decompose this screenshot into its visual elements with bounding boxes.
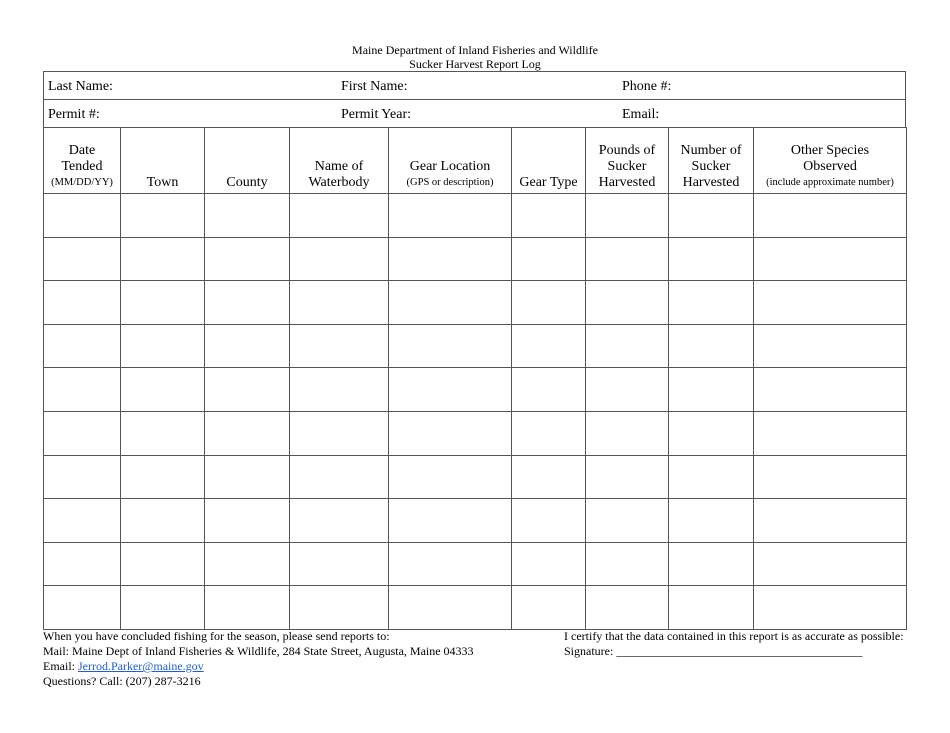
send-instructions: When you have concluded fishing for the season, please send reports to:: [43, 629, 390, 643]
entry-cell[interactable]: [290, 542, 389, 586]
entry-cell[interactable]: [754, 368, 907, 412]
entry-cell[interactable]: [389, 411, 512, 455]
entry-cell[interactable]: [586, 542, 669, 586]
entry-cell[interactable]: [389, 455, 512, 499]
column-header: [586, 128, 669, 194]
entry-cell[interactable]: [121, 281, 205, 325]
column-header: [290, 128, 389, 194]
column-header: [205, 128, 290, 194]
column-header-line: Town: [146, 175, 179, 190]
entry-cell[interactable]: [44, 237, 121, 281]
column-header-line: Name of: [314, 159, 364, 174]
table-row: [44, 368, 907, 412]
entry-cell[interactable]: [205, 194, 290, 238]
column-header: [512, 128, 586, 194]
entry-cell[interactable]: [121, 368, 205, 412]
entry-cell[interactable]: [669, 368, 754, 412]
entry-cell[interactable]: [512, 542, 586, 586]
last-name-label[interactable]: Last Name:: [48, 79, 113, 94]
entry-cell[interactable]: [754, 542, 907, 586]
column-header-line: Tended: [61, 159, 103, 174]
column-header-line: Sucker: [607, 159, 647, 174]
entry-cell[interactable]: [754, 411, 907, 455]
entry-cell[interactable]: [290, 237, 389, 281]
entry-cell[interactable]: [44, 324, 121, 368]
entry-cell[interactable]: [754, 194, 907, 238]
column-header: [121, 128, 205, 194]
entry-cell[interactable]: [669, 455, 754, 499]
entry-cell[interactable]: [389, 499, 512, 543]
entry-cell[interactable]: [586, 237, 669, 281]
entry-cell[interactable]: [512, 411, 586, 455]
entry-cell[interactable]: [290, 455, 389, 499]
entry-cell[interactable]: [754, 281, 907, 325]
column-header-note: (include approximate number): [766, 177, 894, 188]
entry-cell[interactable]: [44, 368, 121, 412]
permit-label[interactable]: Permit #:: [48, 107, 100, 122]
column-header-line: County: [226, 175, 268, 190]
entry-cell[interactable]: [512, 237, 586, 281]
table-row: [44, 455, 907, 499]
entry-cell[interactable]: [512, 586, 586, 630]
entry-cell[interactable]: [512, 499, 586, 543]
column-header-line: Sucker: [691, 159, 731, 174]
entry-cell[interactable]: [586, 586, 669, 630]
entry-cell[interactable]: [754, 237, 907, 281]
entry-cell[interactable]: [205, 281, 290, 325]
certify-statement: I certify that the data contained in this report is as accurate as possible:: [564, 629, 904, 643]
table-row: [44, 281, 907, 325]
entry-cell[interactable]: [669, 499, 754, 543]
entry-cell[interactable]: [586, 455, 669, 499]
column-header-line: Gear Location: [409, 159, 491, 174]
entry-cell[interactable]: [290, 411, 389, 455]
entry-cell[interactable]: [754, 455, 907, 499]
entry-cell[interactable]: [205, 237, 290, 281]
entry-cell[interactable]: [44, 586, 121, 630]
column-header-line: Waterbody: [308, 175, 370, 190]
entry-cell[interactable]: [205, 411, 290, 455]
entry-cell[interactable]: [290, 499, 389, 543]
applicant-info-box: [43, 71, 906, 128]
entry-cell[interactable]: [121, 237, 205, 281]
column-header-line: Number of: [680, 143, 742, 158]
entry-cell[interactable]: [44, 411, 121, 455]
entry-cell[interactable]: [290, 586, 389, 630]
column-header-line: Observed: [803, 159, 857, 174]
harvest-log-table: [43, 127, 907, 630]
entry-cell[interactable]: [121, 499, 205, 543]
column-header-line: Gear Type: [519, 175, 578, 190]
email-label[interactable]: Email:: [622, 107, 660, 122]
entry-cell[interactable]: [290, 368, 389, 412]
entry-cell[interactable]: [669, 324, 754, 368]
phone-label[interactable]: Phone #:: [622, 79, 672, 94]
entry-cell[interactable]: [44, 542, 121, 586]
column-header: [389, 128, 512, 194]
entry-cell[interactable]: [512, 194, 586, 238]
entry-cell[interactable]: [669, 411, 754, 455]
column-header-line: Other Species: [790, 143, 870, 158]
column-header-note: (GPS or description): [406, 177, 494, 188]
table-row: [44, 237, 907, 281]
entry-cell[interactable]: [512, 368, 586, 412]
entry-cell[interactable]: [512, 324, 586, 368]
entry-cell[interactable]: [121, 194, 205, 238]
entry-cell[interactable]: [121, 455, 205, 499]
entry-cell[interactable]: [205, 324, 290, 368]
permit-year-label[interactable]: Permit Year:: [341, 107, 411, 122]
entry-cell[interactable]: [586, 411, 669, 455]
entry-cell[interactable]: [205, 455, 290, 499]
email-label: Email:: [43, 659, 78, 673]
column-header: [754, 128, 907, 194]
entry-cell[interactable]: [754, 324, 907, 368]
entry-cell[interactable]: [290, 324, 389, 368]
entry-cell[interactable]: [44, 194, 121, 238]
first-name-label[interactable]: First Name:: [341, 79, 408, 94]
column-header-note: (MM/DD/YY): [51, 177, 113, 188]
questions-phone: Questions? Call: (207) 287-3216: [43, 674, 201, 688]
entry-cell[interactable]: [586, 368, 669, 412]
entry-cell[interactable]: [754, 499, 907, 543]
entry-cell[interactable]: [205, 586, 290, 630]
entry-cell[interactable]: [389, 324, 512, 368]
entry-cell[interactable]: [669, 194, 754, 238]
email-link[interactable]: Jerrod.Parker@maine.gov: [78, 659, 204, 673]
entry-cell[interactable]: [512, 455, 586, 499]
entry-cell[interactable]: [586, 499, 669, 543]
entry-cell[interactable]: [121, 411, 205, 455]
table-row: [44, 194, 907, 238]
entry-cell[interactable]: [121, 542, 205, 586]
table-row: [44, 586, 907, 630]
entry-cell[interactable]: [290, 194, 389, 238]
entry-cell[interactable]: [389, 281, 512, 325]
entry-cell[interactable]: [389, 237, 512, 281]
mail-address: Mail: Maine Dept of Inland Fisheries & Wildlife, 284 State Street, Augusta, Maine 04333: [43, 644, 474, 658]
entry-cell[interactable]: [44, 281, 121, 325]
signature-line[interactable]: Signature: _________________________________________: [564, 644, 863, 658]
entry-cell[interactable]: [669, 237, 754, 281]
entry-cell[interactable]: [586, 281, 669, 325]
entry-cell[interactable]: [389, 586, 512, 630]
table-row: [44, 499, 907, 543]
form-title: Sucker Harvest Report Log: [409, 57, 541, 71]
entry-cell[interactable]: [44, 455, 121, 499]
entry-cell[interactable]: [669, 542, 754, 586]
entry-cell[interactable]: [121, 324, 205, 368]
entry-cell[interactable]: [205, 542, 290, 586]
table-row: [44, 542, 907, 586]
agency-title: Maine Department of Inland Fisheries and Wildlife: [352, 43, 598, 57]
entry-cell[interactable]: [669, 586, 754, 630]
entry-cell[interactable]: [389, 194, 512, 238]
column-header-line: Harvested: [682, 175, 740, 190]
entry-cell[interactable]: [121, 586, 205, 630]
entry-cell[interactable]: [512, 281, 586, 325]
entry-cell[interactable]: [669, 281, 754, 325]
entry-cell[interactable]: [586, 324, 669, 368]
entry-cell[interactable]: [586, 194, 669, 238]
table-row: [44, 411, 907, 455]
entry-cell[interactable]: [44, 499, 121, 543]
column-header: [44, 128, 121, 194]
column-header: [669, 128, 754, 194]
column-header-line: Date: [68, 143, 96, 158]
entry-cell[interactable]: [389, 542, 512, 586]
entry-cell[interactable]: [754, 586, 907, 630]
entry-cell[interactable]: [389, 368, 512, 412]
column-header-line: Harvested: [598, 175, 656, 190]
column-header-line: Pounds of: [598, 143, 656, 158]
table-row: [44, 324, 907, 368]
entry-cell[interactable]: [290, 281, 389, 325]
entry-cell[interactable]: [205, 499, 290, 543]
entry-cell[interactable]: [205, 368, 290, 412]
